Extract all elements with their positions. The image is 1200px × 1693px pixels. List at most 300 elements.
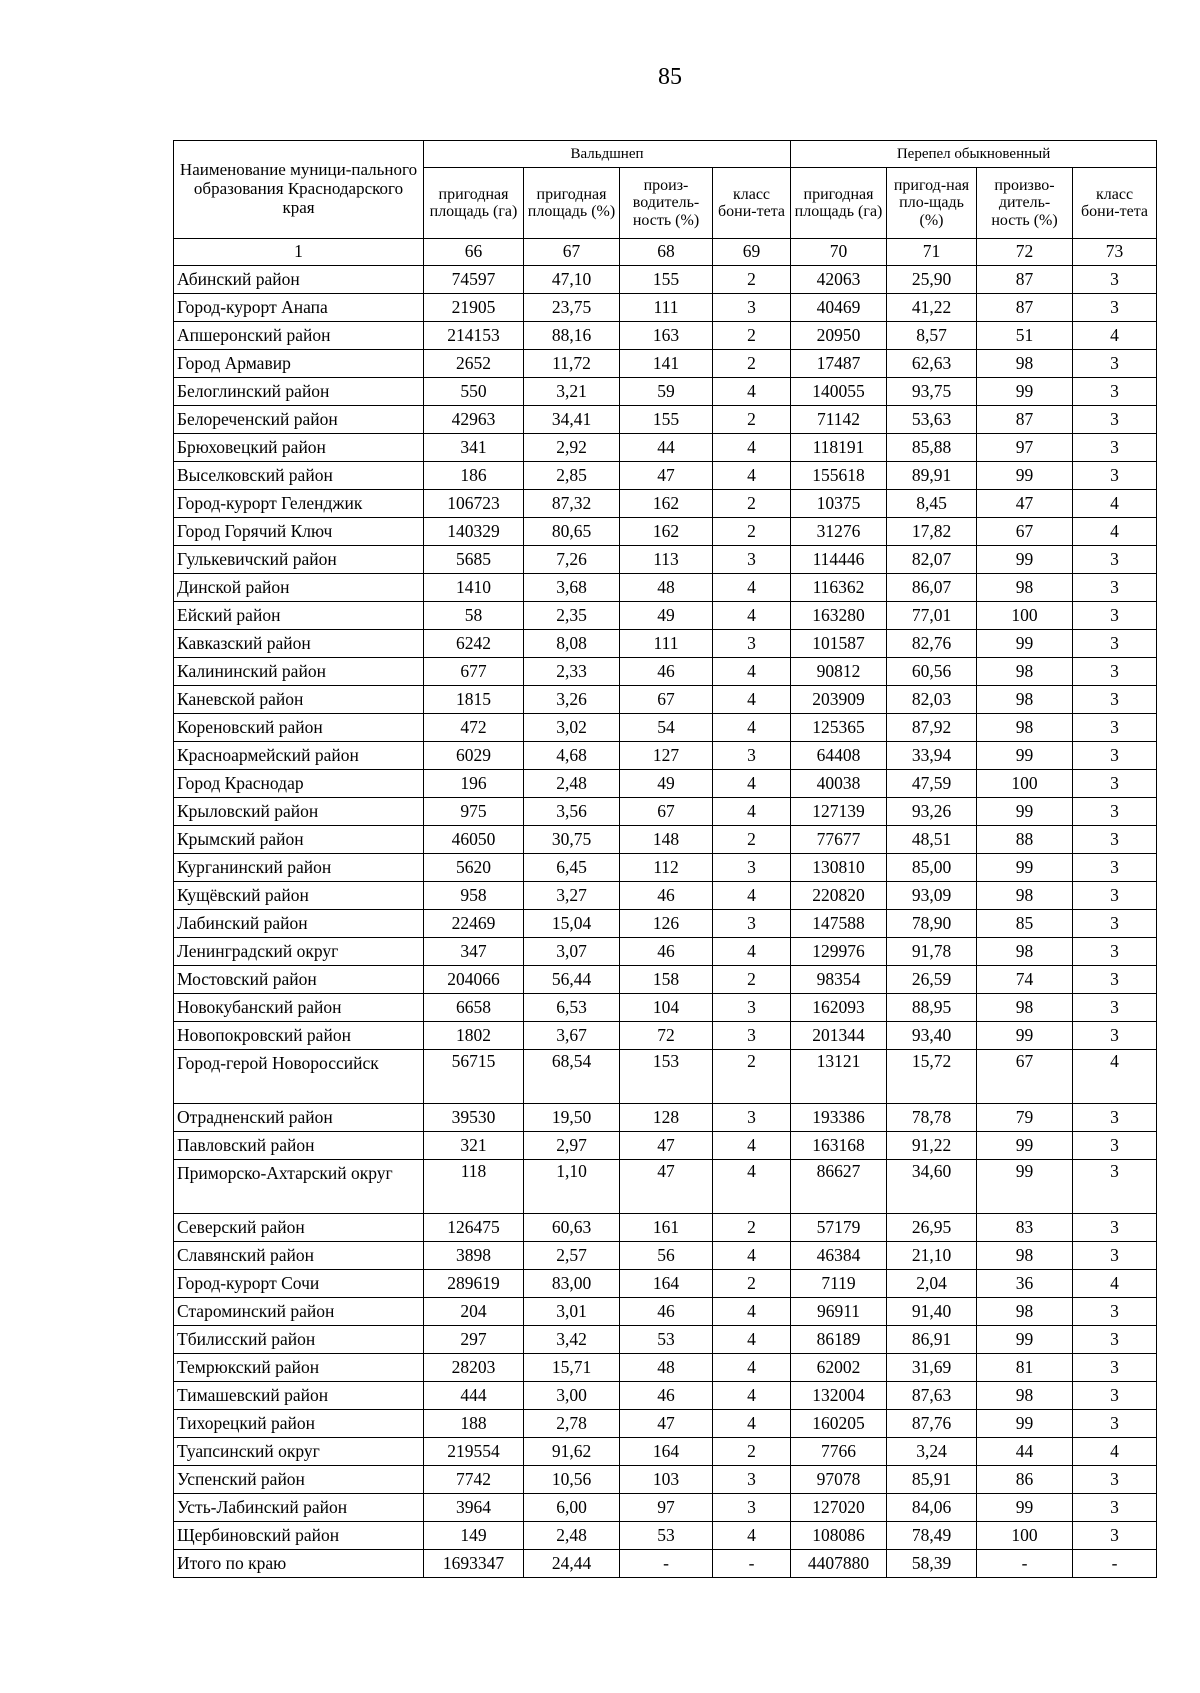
municipality-name: Темрюкский район: [174, 1354, 424, 1382]
value-cell: 78,78: [887, 1104, 977, 1132]
value-cell: -: [713, 1550, 791, 1578]
value-cell: 86,07: [887, 574, 977, 602]
column-number: 71: [887, 239, 977, 266]
value-cell: 4: [1073, 518, 1157, 546]
value-cell: 58,39: [887, 1550, 977, 1578]
value-cell: -: [1073, 1550, 1157, 1578]
value-cell: 87: [977, 266, 1073, 294]
table-row: [174, 798, 1157, 826]
municipality-name: Каневской район: [174, 686, 424, 714]
value-cell: 1693347: [424, 1550, 524, 1578]
value-cell: 60,63: [524, 1214, 620, 1242]
value-cell: 88,95: [887, 994, 977, 1022]
table-row: [174, 686, 1157, 714]
value-cell: 4: [1073, 1050, 1157, 1104]
value-cell: 91,40: [887, 1298, 977, 1326]
value-cell: 975: [424, 798, 524, 826]
value-cell: 46384: [791, 1242, 887, 1270]
value-cell: 87: [977, 406, 1073, 434]
value-cell: 164: [620, 1438, 713, 1466]
hunting-resources-table: [173, 140, 1157, 1578]
value-cell: 160205: [791, 1410, 887, 1438]
municipality-name: Кореновский район: [174, 714, 424, 742]
value-cell: 3,21: [524, 378, 620, 406]
value-cell: 3: [713, 1494, 791, 1522]
value-cell: 550: [424, 378, 524, 406]
value-cell: 19,50: [524, 1104, 620, 1132]
value-cell: 4: [713, 1132, 791, 1160]
value-cell: 2,35: [524, 602, 620, 630]
table-body: [174, 266, 1157, 1578]
value-cell: 99: [977, 854, 1073, 882]
value-cell: 85: [977, 910, 1073, 938]
value-cell: 85,91: [887, 1466, 977, 1494]
value-cell: 3: [1073, 574, 1157, 602]
value-cell: 3: [1073, 742, 1157, 770]
value-cell: 188: [424, 1410, 524, 1438]
value-cell: 47: [620, 1132, 713, 1160]
value-cell: 153: [620, 1050, 713, 1104]
value-cell: 4: [713, 1410, 791, 1438]
value-cell: 3,26: [524, 686, 620, 714]
table-row: [174, 1022, 1157, 1050]
header-municipality: Наименование муници-пального образования Краснодарского края: [174, 141, 424, 239]
value-cell: 6,53: [524, 994, 620, 1022]
value-cell: 93,26: [887, 798, 977, 826]
table-row: [174, 1298, 1157, 1326]
value-cell: 3: [1073, 854, 1157, 882]
column-number: 66: [424, 239, 524, 266]
value-cell: 3,68: [524, 574, 620, 602]
value-cell: 39530: [424, 1104, 524, 1132]
municipality-name: Туапсинский округ: [174, 1438, 424, 1466]
value-cell: 220820: [791, 882, 887, 910]
value-cell: 4407880: [791, 1550, 887, 1578]
value-cell: 297: [424, 1326, 524, 1354]
municipality-name: Успенский район: [174, 1466, 424, 1494]
municipality-name: Усть-Лабинский район: [174, 1494, 424, 1522]
value-cell: 3,24: [887, 1438, 977, 1466]
value-cell: 56: [620, 1242, 713, 1270]
value-cell: 127: [620, 742, 713, 770]
value-cell: 13121: [791, 1050, 887, 1104]
municipality-name: Город Горячий Ключ: [174, 518, 424, 546]
value-cell: 97078: [791, 1466, 887, 1494]
value-cell: 4: [713, 1382, 791, 1410]
value-cell: 3: [1073, 1494, 1157, 1522]
value-cell: 100: [977, 770, 1073, 798]
value-cell: 3: [1073, 994, 1157, 1022]
value-cell: 6,00: [524, 1494, 620, 1522]
table-row: [174, 1132, 1157, 1160]
value-cell: 41,22: [887, 294, 977, 322]
value-cell: 4: [713, 574, 791, 602]
value-cell: 24,44: [524, 1550, 620, 1578]
value-cell: 2,48: [524, 1522, 620, 1550]
value-cell: 21,10: [887, 1242, 977, 1270]
value-cell: 89,91: [887, 462, 977, 490]
value-cell: 2,97: [524, 1132, 620, 1160]
value-cell: 98: [977, 1382, 1073, 1410]
value-cell: 22469: [424, 910, 524, 938]
value-cell: 26,95: [887, 1214, 977, 1242]
value-cell: 2: [713, 406, 791, 434]
value-cell: 3: [1073, 266, 1157, 294]
value-cell: 3: [1073, 1298, 1157, 1326]
value-cell: 10,56: [524, 1466, 620, 1494]
value-cell: 116362: [791, 574, 887, 602]
value-cell: 91,62: [524, 1438, 620, 1466]
value-cell: 111: [620, 294, 713, 322]
value-cell: 108086: [791, 1522, 887, 1550]
value-cell: 57179: [791, 1214, 887, 1242]
municipality-name: Кавказский район: [174, 630, 424, 658]
value-cell: 56715: [424, 1050, 524, 1104]
value-cell: 186: [424, 462, 524, 490]
value-cell: 87,76: [887, 1410, 977, 1438]
value-cell: 74597: [424, 266, 524, 294]
value-cell: 98: [977, 1242, 1073, 1270]
value-cell: 163280: [791, 602, 887, 630]
value-cell: 67: [620, 686, 713, 714]
table-row: [174, 518, 1157, 546]
value-cell: 46: [620, 658, 713, 686]
municipality-name: Город Армавир: [174, 350, 424, 378]
value-cell: 2,92: [524, 434, 620, 462]
value-cell: 1410: [424, 574, 524, 602]
value-cell: 49: [620, 770, 713, 798]
value-cell: 3: [1073, 1382, 1157, 1410]
value-cell: 31276: [791, 518, 887, 546]
value-cell: 48: [620, 574, 713, 602]
value-cell: 2: [713, 1050, 791, 1104]
value-cell: 162: [620, 490, 713, 518]
table-row: [174, 490, 1157, 518]
municipality-name: Красноармейский район: [174, 742, 424, 770]
value-cell: 82,76: [887, 630, 977, 658]
value-cell: 677: [424, 658, 524, 686]
table-row: [174, 854, 1157, 882]
value-cell: 140055: [791, 378, 887, 406]
value-cell: 3: [1073, 350, 1157, 378]
value-cell: 99: [977, 630, 1073, 658]
value-cell: 2,57: [524, 1242, 620, 1270]
value-cell: 3: [1073, 434, 1157, 462]
value-cell: 3: [713, 1022, 791, 1050]
value-cell: 97: [977, 434, 1073, 462]
value-cell: 7,26: [524, 546, 620, 574]
header-group-quail: Перепел обыкновенный: [791, 141, 1157, 168]
municipality-name: Лабинский район: [174, 910, 424, 938]
value-cell: 47,59: [887, 770, 977, 798]
value-cell: 98: [977, 658, 1073, 686]
value-cell: 3: [1073, 630, 1157, 658]
municipality-name: Выселковский район: [174, 462, 424, 490]
value-cell: 3: [1073, 1354, 1157, 1382]
value-cell: 67: [620, 798, 713, 826]
value-cell: 78,90: [887, 910, 977, 938]
value-cell: 103: [620, 1466, 713, 1494]
table-row: [174, 630, 1157, 658]
header-productivity: произво-дитель-ность (%): [977, 168, 1073, 239]
table-row: [174, 434, 1157, 462]
value-cell: 85,00: [887, 854, 977, 882]
value-cell: 87,32: [524, 490, 620, 518]
value-cell: 98: [977, 350, 1073, 378]
value-cell: 3: [713, 1466, 791, 1494]
value-cell: 203909: [791, 686, 887, 714]
value-cell: 164: [620, 1270, 713, 1298]
value-cell: 54: [620, 714, 713, 742]
value-cell: 40038: [791, 770, 887, 798]
municipality-name: Город Краснодар: [174, 770, 424, 798]
value-cell: 99: [977, 798, 1073, 826]
municipality-name: Крымский район: [174, 826, 424, 854]
municipality-name: Новопокровский район: [174, 1022, 424, 1050]
value-cell: 214153: [424, 322, 524, 350]
value-cell: 82,03: [887, 686, 977, 714]
value-cell: 127139: [791, 798, 887, 826]
municipality-name: Тихорецкий район: [174, 1410, 424, 1438]
value-cell: 2,04: [887, 1270, 977, 1298]
value-cell: 86627: [791, 1160, 887, 1214]
value-cell: 34,41: [524, 406, 620, 434]
value-cell: 4: [713, 938, 791, 966]
value-cell: 51: [977, 322, 1073, 350]
value-cell: 5685: [424, 546, 524, 574]
value-cell: 158: [620, 966, 713, 994]
value-cell: 46: [620, 882, 713, 910]
value-cell: 28203: [424, 1354, 524, 1382]
value-cell: 2: [713, 266, 791, 294]
value-cell: 62002: [791, 1354, 887, 1382]
value-cell: 36: [977, 1270, 1073, 1298]
table-row: [174, 602, 1157, 630]
value-cell: 3: [1073, 938, 1157, 966]
value-cell: 98: [977, 574, 1073, 602]
value-cell: 3,01: [524, 1298, 620, 1326]
value-cell: 17,82: [887, 518, 977, 546]
value-cell: 34,60: [887, 1160, 977, 1214]
value-cell: -: [620, 1550, 713, 1578]
header-group-woodcock: Вальдшнеп: [424, 141, 791, 168]
value-cell: 4: [713, 882, 791, 910]
value-cell: 77,01: [887, 602, 977, 630]
table-row: [174, 1326, 1157, 1354]
value-cell: 3: [1073, 714, 1157, 742]
value-cell: 4: [713, 1298, 791, 1326]
value-cell: 99: [977, 1326, 1073, 1354]
value-cell: -: [977, 1550, 1073, 1578]
municipality-name: Мостовский район: [174, 966, 424, 994]
municipality-name: Апшеронский район: [174, 322, 424, 350]
municipality-name: Город-курорт Анапа: [174, 294, 424, 322]
value-cell: 444: [424, 1382, 524, 1410]
value-cell: 5620: [424, 854, 524, 882]
value-cell: 149: [424, 1522, 524, 1550]
value-cell: 3: [1073, 966, 1157, 994]
value-cell: 46: [620, 1382, 713, 1410]
value-cell: 3,67: [524, 1022, 620, 1050]
value-cell: 4: [713, 1354, 791, 1382]
municipality-name: Северский район: [174, 1214, 424, 1242]
table-row: [174, 406, 1157, 434]
value-cell: 2,78: [524, 1410, 620, 1438]
value-cell: 112: [620, 854, 713, 882]
table-row: [174, 1494, 1157, 1522]
value-cell: 3: [1073, 406, 1157, 434]
value-cell: 67: [977, 1050, 1073, 1104]
value-cell: 3: [713, 1104, 791, 1132]
municipality-name: Город-курорт Сочи: [174, 1270, 424, 1298]
municipality-name: Щербиновский район: [174, 1522, 424, 1550]
value-cell: 126: [620, 910, 713, 938]
table-row: [174, 1438, 1157, 1466]
value-cell: 163168: [791, 1132, 887, 1160]
municipality-name: Приморско-Ахтарский округ: [174, 1160, 424, 1214]
value-cell: 1815: [424, 686, 524, 714]
value-cell: 104: [620, 994, 713, 1022]
value-cell: 163: [620, 322, 713, 350]
table-row: [174, 658, 1157, 686]
table-row: [174, 826, 1157, 854]
value-cell: 100: [977, 1522, 1073, 1550]
column-number: 70: [791, 239, 887, 266]
value-cell: 162093: [791, 994, 887, 1022]
value-cell: 60,56: [887, 658, 977, 686]
value-cell: 2: [713, 322, 791, 350]
value-cell: 4,68: [524, 742, 620, 770]
value-cell: 86,91: [887, 1326, 977, 1354]
value-cell: 4: [713, 462, 791, 490]
value-cell: 6658: [424, 994, 524, 1022]
value-cell: 99: [977, 1494, 1073, 1522]
value-cell: 42063: [791, 266, 887, 294]
value-cell: 3: [713, 854, 791, 882]
value-cell: 2: [713, 966, 791, 994]
header-bonitet-class: класс бони-тета: [1073, 168, 1157, 239]
value-cell: 140329: [424, 518, 524, 546]
value-cell: 472: [424, 714, 524, 742]
value-cell: 53: [620, 1326, 713, 1354]
value-cell: 101587: [791, 630, 887, 658]
value-cell: 98: [977, 686, 1073, 714]
value-cell: 83: [977, 1214, 1073, 1242]
value-cell: 4: [713, 1160, 791, 1214]
value-cell: 4: [713, 658, 791, 686]
value-cell: 91,22: [887, 1132, 977, 1160]
municipality-name: Абинский район: [174, 266, 424, 294]
value-cell: 68,54: [524, 1050, 620, 1104]
value-cell: 99: [977, 462, 1073, 490]
municipality-name: Курганинский район: [174, 854, 424, 882]
column-number: 67: [524, 239, 620, 266]
header-bonitet-class: класс бони-тета: [713, 168, 791, 239]
value-cell: 87,92: [887, 714, 977, 742]
table-row: [174, 574, 1157, 602]
value-cell: 25,90: [887, 266, 977, 294]
value-cell: 4: [1073, 1438, 1157, 1466]
value-cell: 99: [977, 742, 1073, 770]
value-cell: 2,48: [524, 770, 620, 798]
value-cell: 7766: [791, 1438, 887, 1466]
municipality-name: Тбилисский район: [174, 1326, 424, 1354]
value-cell: 64408: [791, 742, 887, 770]
value-cell: 98: [977, 1298, 1073, 1326]
value-cell: 97: [620, 1494, 713, 1522]
table-row: [174, 350, 1157, 378]
header-suitable-area-ha: пригодная площадь (га): [424, 168, 524, 239]
value-cell: 127020: [791, 1494, 887, 1522]
value-cell: 82,07: [887, 546, 977, 574]
value-cell: 2: [713, 826, 791, 854]
table-row: [174, 882, 1157, 910]
value-cell: 958: [424, 882, 524, 910]
value-cell: 85,88: [887, 434, 977, 462]
value-cell: 4: [713, 378, 791, 406]
value-cell: 98: [977, 714, 1073, 742]
value-cell: 204066: [424, 966, 524, 994]
value-cell: 6242: [424, 630, 524, 658]
value-cell: 155: [620, 406, 713, 434]
total-row: [174, 1550, 1157, 1578]
table-row: [174, 1160, 1157, 1214]
table-row: [174, 714, 1157, 742]
value-cell: 91,78: [887, 938, 977, 966]
value-cell: 8,45: [887, 490, 977, 518]
value-cell: 3,07: [524, 938, 620, 966]
value-cell: 193386: [791, 1104, 887, 1132]
header-productivity: произ-водитель-ность (%): [620, 168, 713, 239]
value-cell: 4: [713, 1326, 791, 1354]
municipality-name: Отрадненский район: [174, 1104, 424, 1132]
header-suitable-area-ha: пригодная площадь (га): [791, 168, 887, 239]
value-cell: 59: [620, 378, 713, 406]
value-cell: 155618: [791, 462, 887, 490]
value-cell: 100: [977, 602, 1073, 630]
value-cell: 341: [424, 434, 524, 462]
municipality-name: Город-герой Новороссийск: [174, 1050, 424, 1104]
value-cell: 11,72: [524, 350, 620, 378]
value-cell: 72: [620, 1022, 713, 1050]
header-suitable-area-pct: пригод-ная пло-щадь (%): [887, 168, 977, 239]
municipality-name: Староминский район: [174, 1298, 424, 1326]
value-cell: 3: [713, 630, 791, 658]
table-row: [174, 1242, 1157, 1270]
value-cell: 289619: [424, 1270, 524, 1298]
table-row: [174, 938, 1157, 966]
value-cell: 1,10: [524, 1160, 620, 1214]
table-row: [174, 1214, 1157, 1242]
value-cell: 99: [977, 1160, 1073, 1214]
value-cell: 99: [977, 378, 1073, 406]
municipality-name: Калининский район: [174, 658, 424, 686]
value-cell: 47: [620, 1410, 713, 1438]
column-number: 1: [174, 239, 424, 266]
value-cell: 15,04: [524, 910, 620, 938]
value-cell: 3: [713, 294, 791, 322]
value-cell: 3,27: [524, 882, 620, 910]
column-number: 72: [977, 239, 1073, 266]
value-cell: 26,59: [887, 966, 977, 994]
value-cell: 31,69: [887, 1354, 977, 1382]
value-cell: 20950: [791, 322, 887, 350]
value-cell: 99: [977, 1410, 1073, 1438]
value-cell: 93,09: [887, 882, 977, 910]
value-cell: 162: [620, 518, 713, 546]
value-cell: 114446: [791, 546, 887, 574]
value-cell: 3: [1073, 1326, 1157, 1354]
